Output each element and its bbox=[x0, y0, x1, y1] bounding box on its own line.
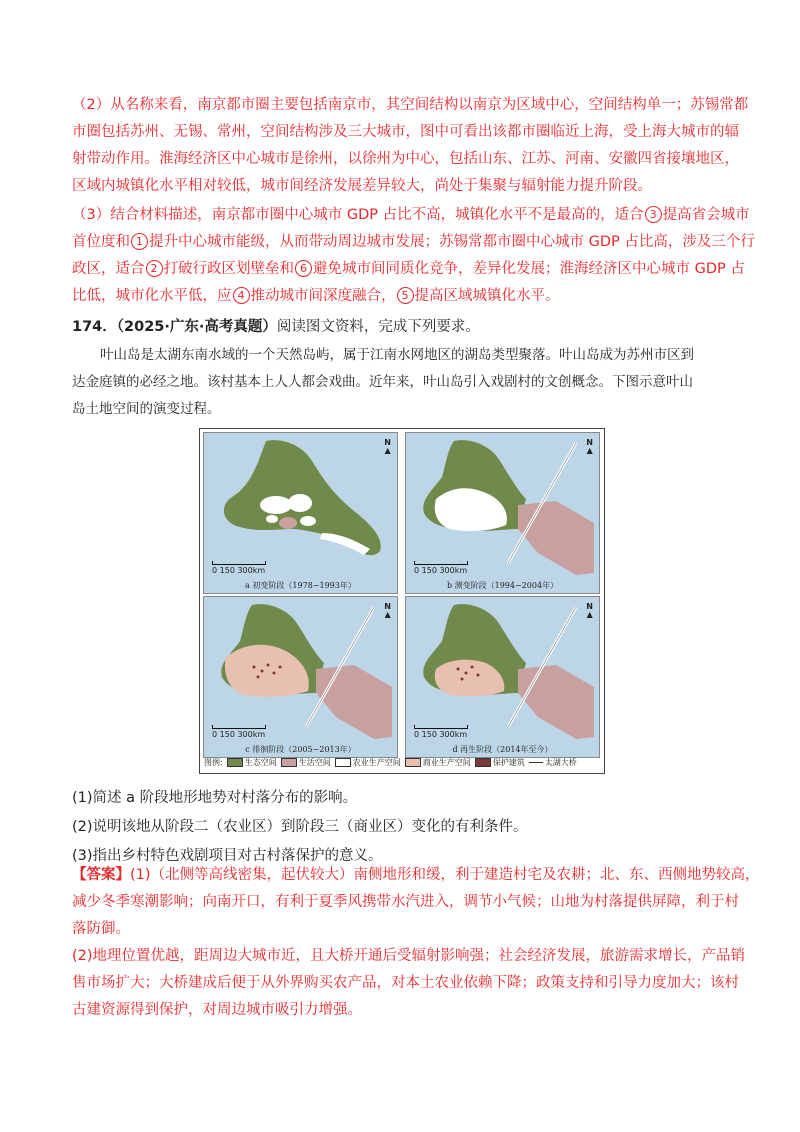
text-line: (2)地理位置优越，距周边大城市近，且大桥开通后受辐射影响强；社会经济发展，旅游需求增长，产品销 bbox=[72, 948, 746, 964]
text-line: 市圈包括苏州、无锡、常州，空间结构涉及三大城市，图中可看出该都市圈临近上海，受上海大城市的辐 bbox=[72, 124, 739, 140]
text-span: 首位度和 bbox=[72, 234, 130, 250]
text-span: 推动城市间深度融合， bbox=[250, 288, 396, 304]
text-line bbox=[72, 202, 750, 229]
text-span: （3）结合材料描述，南京都市圈中心城市 GDP 占比不高，城镇化水平不是最高的，适合 bbox=[72, 207, 644, 223]
legend-item-bridge: 太湖大桥 bbox=[529, 757, 577, 768]
panel-caption: d 再生阶段（2014年至今） bbox=[452, 745, 553, 754]
land-evolution-figure bbox=[199, 428, 605, 774]
answer-part-2 bbox=[72, 92, 749, 200]
panel-caption: b 测变阶段（1994−2004年） bbox=[446, 581, 559, 590]
map-panel-c bbox=[203, 596, 398, 758]
text-span: 提高区域城镇化水平。 bbox=[414, 288, 560, 304]
text-line bbox=[72, 256, 745, 283]
north-arrow-icon: N ▲ bbox=[586, 602, 593, 619]
north-arrow-icon: N ▲ bbox=[384, 602, 391, 619]
text-line: 区域内城镇化水平相对较低，城市间经济发展差异较大，尚处于集聚与辐射能力提升阶段。 bbox=[72, 178, 652, 194]
map-panel-b bbox=[405, 432, 600, 594]
map-panel-a bbox=[203, 432, 398, 594]
text-span: 比低，城市化水平低，应 bbox=[72, 288, 232, 304]
figure-legend bbox=[204, 754, 600, 770]
text-line: 售市场扩大；大桥建成后便于从外界购买农产品，对本土农业依赖下降；政策支持和引导力度加大；该村 bbox=[72, 975, 739, 991]
legend-title: 图例: bbox=[204, 757, 223, 767]
text-line bbox=[72, 283, 736, 310]
answer-label: 【答案】 bbox=[72, 867, 130, 883]
scale-bar: 0 150 300km bbox=[212, 725, 266, 739]
legend-item-ecology: 生态空间 bbox=[227, 757, 277, 768]
scale-bar: 0 150 300km bbox=[212, 561, 266, 575]
north-arrow-icon: N ▲ bbox=[586, 438, 593, 455]
sub-question: (1)简述 a 阶段地形地势对村落分布的影响。 bbox=[72, 790, 358, 806]
question-header bbox=[72, 314, 736, 341]
sub-question: (2)说明该地从阶段二（农业区）到阶段三（商业区）变化的有利条件。 bbox=[72, 819, 528, 835]
circled-number: 6 bbox=[295, 260, 312, 277]
text-line: （2）从名称来看，南京都市圈主要包括南京市，其空间结构以南京为区域中心，空间结构单一；苏锡常都 bbox=[72, 97, 749, 113]
text-line bbox=[72, 862, 760, 889]
legend-item-commerce: 商业生产空间 bbox=[405, 757, 471, 768]
text-span: 提高省会城市 bbox=[662, 207, 750, 223]
text-line: 叶山岛是太湖东南水域的一个天然岛屿，属于江南水网地区的湖岛类型聚落。叶山岛成为苏州市区到 bbox=[100, 347, 694, 363]
answer-part-3 bbox=[72, 202, 755, 310]
sub-questions bbox=[72, 784, 736, 871]
legend-item-protected: 保护建筑 bbox=[475, 757, 525, 768]
text-line: 减少冬季寒潮影响；向南开口，有利于夏季风携带水汽进入，调节小气候；山地为村落提供屏障，利于村 bbox=[72, 894, 739, 910]
text-line: 达金庭镇的必经之地。该村基本上人人都会戏曲。近年来，叶山岛引入戏剧村的文创概念。下图示意叶山 bbox=[72, 374, 693, 390]
panel-caption: c 徘徊阶段（2005−2013年） bbox=[245, 745, 356, 754]
text-span: 提升中心城市能级，从而带动周边城市发展；苏锡常都市圈中心城市 GDP 占比高，涉及三个行 bbox=[149, 234, 755, 250]
question-source: （2025·广东·高考真题） bbox=[116, 319, 277, 335]
map-panel-d bbox=[405, 596, 600, 758]
question-number: 174． bbox=[72, 319, 117, 335]
text-span: (1)（北侧等高线密集，起伏较大）南侧地形和缓，利于建造村宅及农耕；北、东、西侧地势较高， bbox=[130, 867, 760, 883]
text-line: 古建资源得到保护，对周边城市吸引力增强。 bbox=[72, 1002, 362, 1018]
circled-number: 5 bbox=[397, 287, 414, 304]
text-line: 岛土地空间的演变过程。 bbox=[72, 401, 221, 417]
north-arrow-icon: N ▲ bbox=[384, 438, 391, 455]
legend-item-agri: 农业生产空间 bbox=[335, 757, 401, 768]
circled-number: 4 bbox=[233, 287, 250, 304]
circled-number: 3 bbox=[645, 206, 662, 223]
text-span: 政区，适合 bbox=[72, 261, 145, 277]
panel-caption: a 初变阶段（1978−1993年） bbox=[245, 581, 356, 590]
scale-bar: 0 150 300km bbox=[414, 561, 468, 575]
circled-number: 1 bbox=[131, 233, 148, 250]
material-text bbox=[72, 342, 736, 423]
text-line: 射带动作用。淮海经济区中心城市是徐州，以徐州为中心，包括山东、江苏、河南、安徽四省接壤地区， bbox=[72, 151, 739, 167]
answer-block bbox=[72, 862, 760, 1024]
question-prompt: 阅读图文资料，完成下列要求。 bbox=[276, 319, 480, 335]
sub-question: (3)指出乡村特色戏剧项目对古村落保护的意义。 bbox=[72, 848, 383, 864]
scale-bar: 0 150 300km bbox=[414, 725, 468, 739]
circled-number: 2 bbox=[146, 260, 163, 277]
text-line: 落防御。 bbox=[72, 921, 130, 937]
text-span: 避免城市间同质化竞争，差异化发展；淮海经济区中心城市 GDP 占 bbox=[313, 261, 745, 277]
legend-item-living: 生活空间 bbox=[281, 757, 331, 768]
text-span: 打破行政区划壁垒和 bbox=[163, 261, 294, 277]
text-line bbox=[72, 229, 755, 256]
